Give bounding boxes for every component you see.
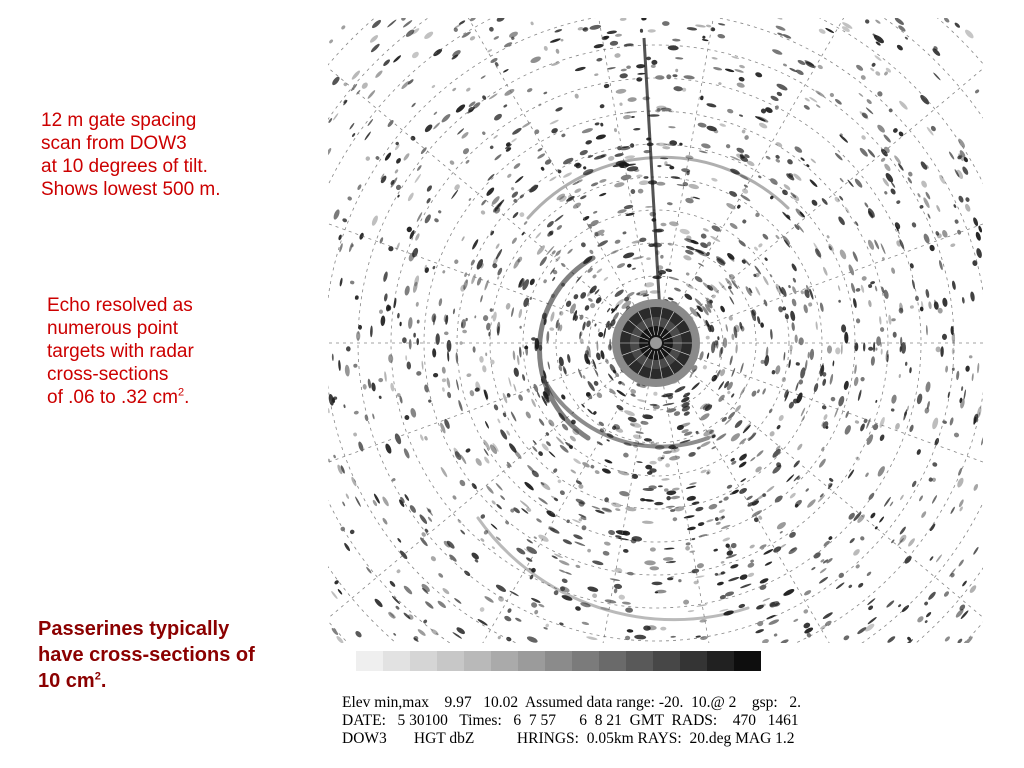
- echo-note-line-1: Echo resolved as: [47, 295, 193, 316]
- gate-note-line-4: Shows lowest 500 m.: [41, 179, 221, 200]
- colorbar-swatch: [653, 651, 680, 671]
- colorbar-swatch: [383, 651, 410, 671]
- passerines-line-2: have cross-sections of: [38, 644, 255, 666]
- echo-note-sup: 2: [177, 386, 185, 399]
- colorbar-swatch: [437, 651, 464, 671]
- passerines-suffix: .: [100, 670, 107, 692]
- echo-note-prefix: of .06 to .32 cm: [47, 387, 178, 408]
- colorbar-swatch: [518, 651, 545, 671]
- colorbar-swatch: [491, 651, 518, 671]
- colorbar-swatch: [545, 651, 572, 671]
- metadata-line-1: Elev min,max 9.97 10.02 Assumed data range: -20. 10.@ 2 gsp: 2.: [342, 694, 801, 711]
- radar-ppi-svg: [328, 18, 983, 643]
- gate-note-line-1: 12 m gate spacing: [41, 110, 197, 131]
- colorbar-swatch: [410, 651, 437, 671]
- reflectivity-colorbar: [356, 651, 761, 671]
- passerines-sup: 2: [94, 670, 101, 683]
- radar-ppi-image: [328, 18, 983, 643]
- colorbar-swatch: [464, 651, 491, 671]
- colorbar-swatch: [356, 651, 383, 671]
- echo-note-line-5: [47, 386, 194, 409]
- passerines-prefix: 10 cm: [38, 670, 95, 692]
- metadata-line-2: DATE: 5 30100 Times: 6 7 57 6 8 21 GMT RADS: 470 1461: [342, 712, 799, 729]
- gate-note-line-3: at 10 degrees of tilt.: [41, 156, 208, 177]
- echo-note: [47, 294, 194, 409]
- colorbar-swatch: [626, 651, 653, 671]
- colorbar-swatch: [599, 651, 626, 671]
- echo-note-line-3: targets with radar: [47, 341, 194, 362]
- echo-note-line-2: numerous point: [47, 318, 178, 339]
- radar-metadata: [342, 694, 982, 748]
- colorbar-swatch: [680, 651, 707, 671]
- passerines-note: [38, 616, 255, 694]
- gate-note-line-2: scan from DOW3: [41, 133, 187, 154]
- passerines-line-3: [38, 668, 255, 694]
- colorbar-swatch: [572, 651, 599, 671]
- gate-spacing-note: [41, 109, 221, 201]
- echo-note-suffix: .: [184, 387, 190, 408]
- colorbar-swatch: [734, 651, 761, 671]
- colorbar-swatch: [707, 651, 734, 671]
- passerines-line-1: Passerines typically: [38, 618, 230, 640]
- metadata-line-3: DOW3 HGT dbZ HRINGS: 0.05km RAYS: 20.deg MAG 1.2: [342, 730, 795, 747]
- echo-note-line-4: cross-sections: [47, 364, 169, 385]
